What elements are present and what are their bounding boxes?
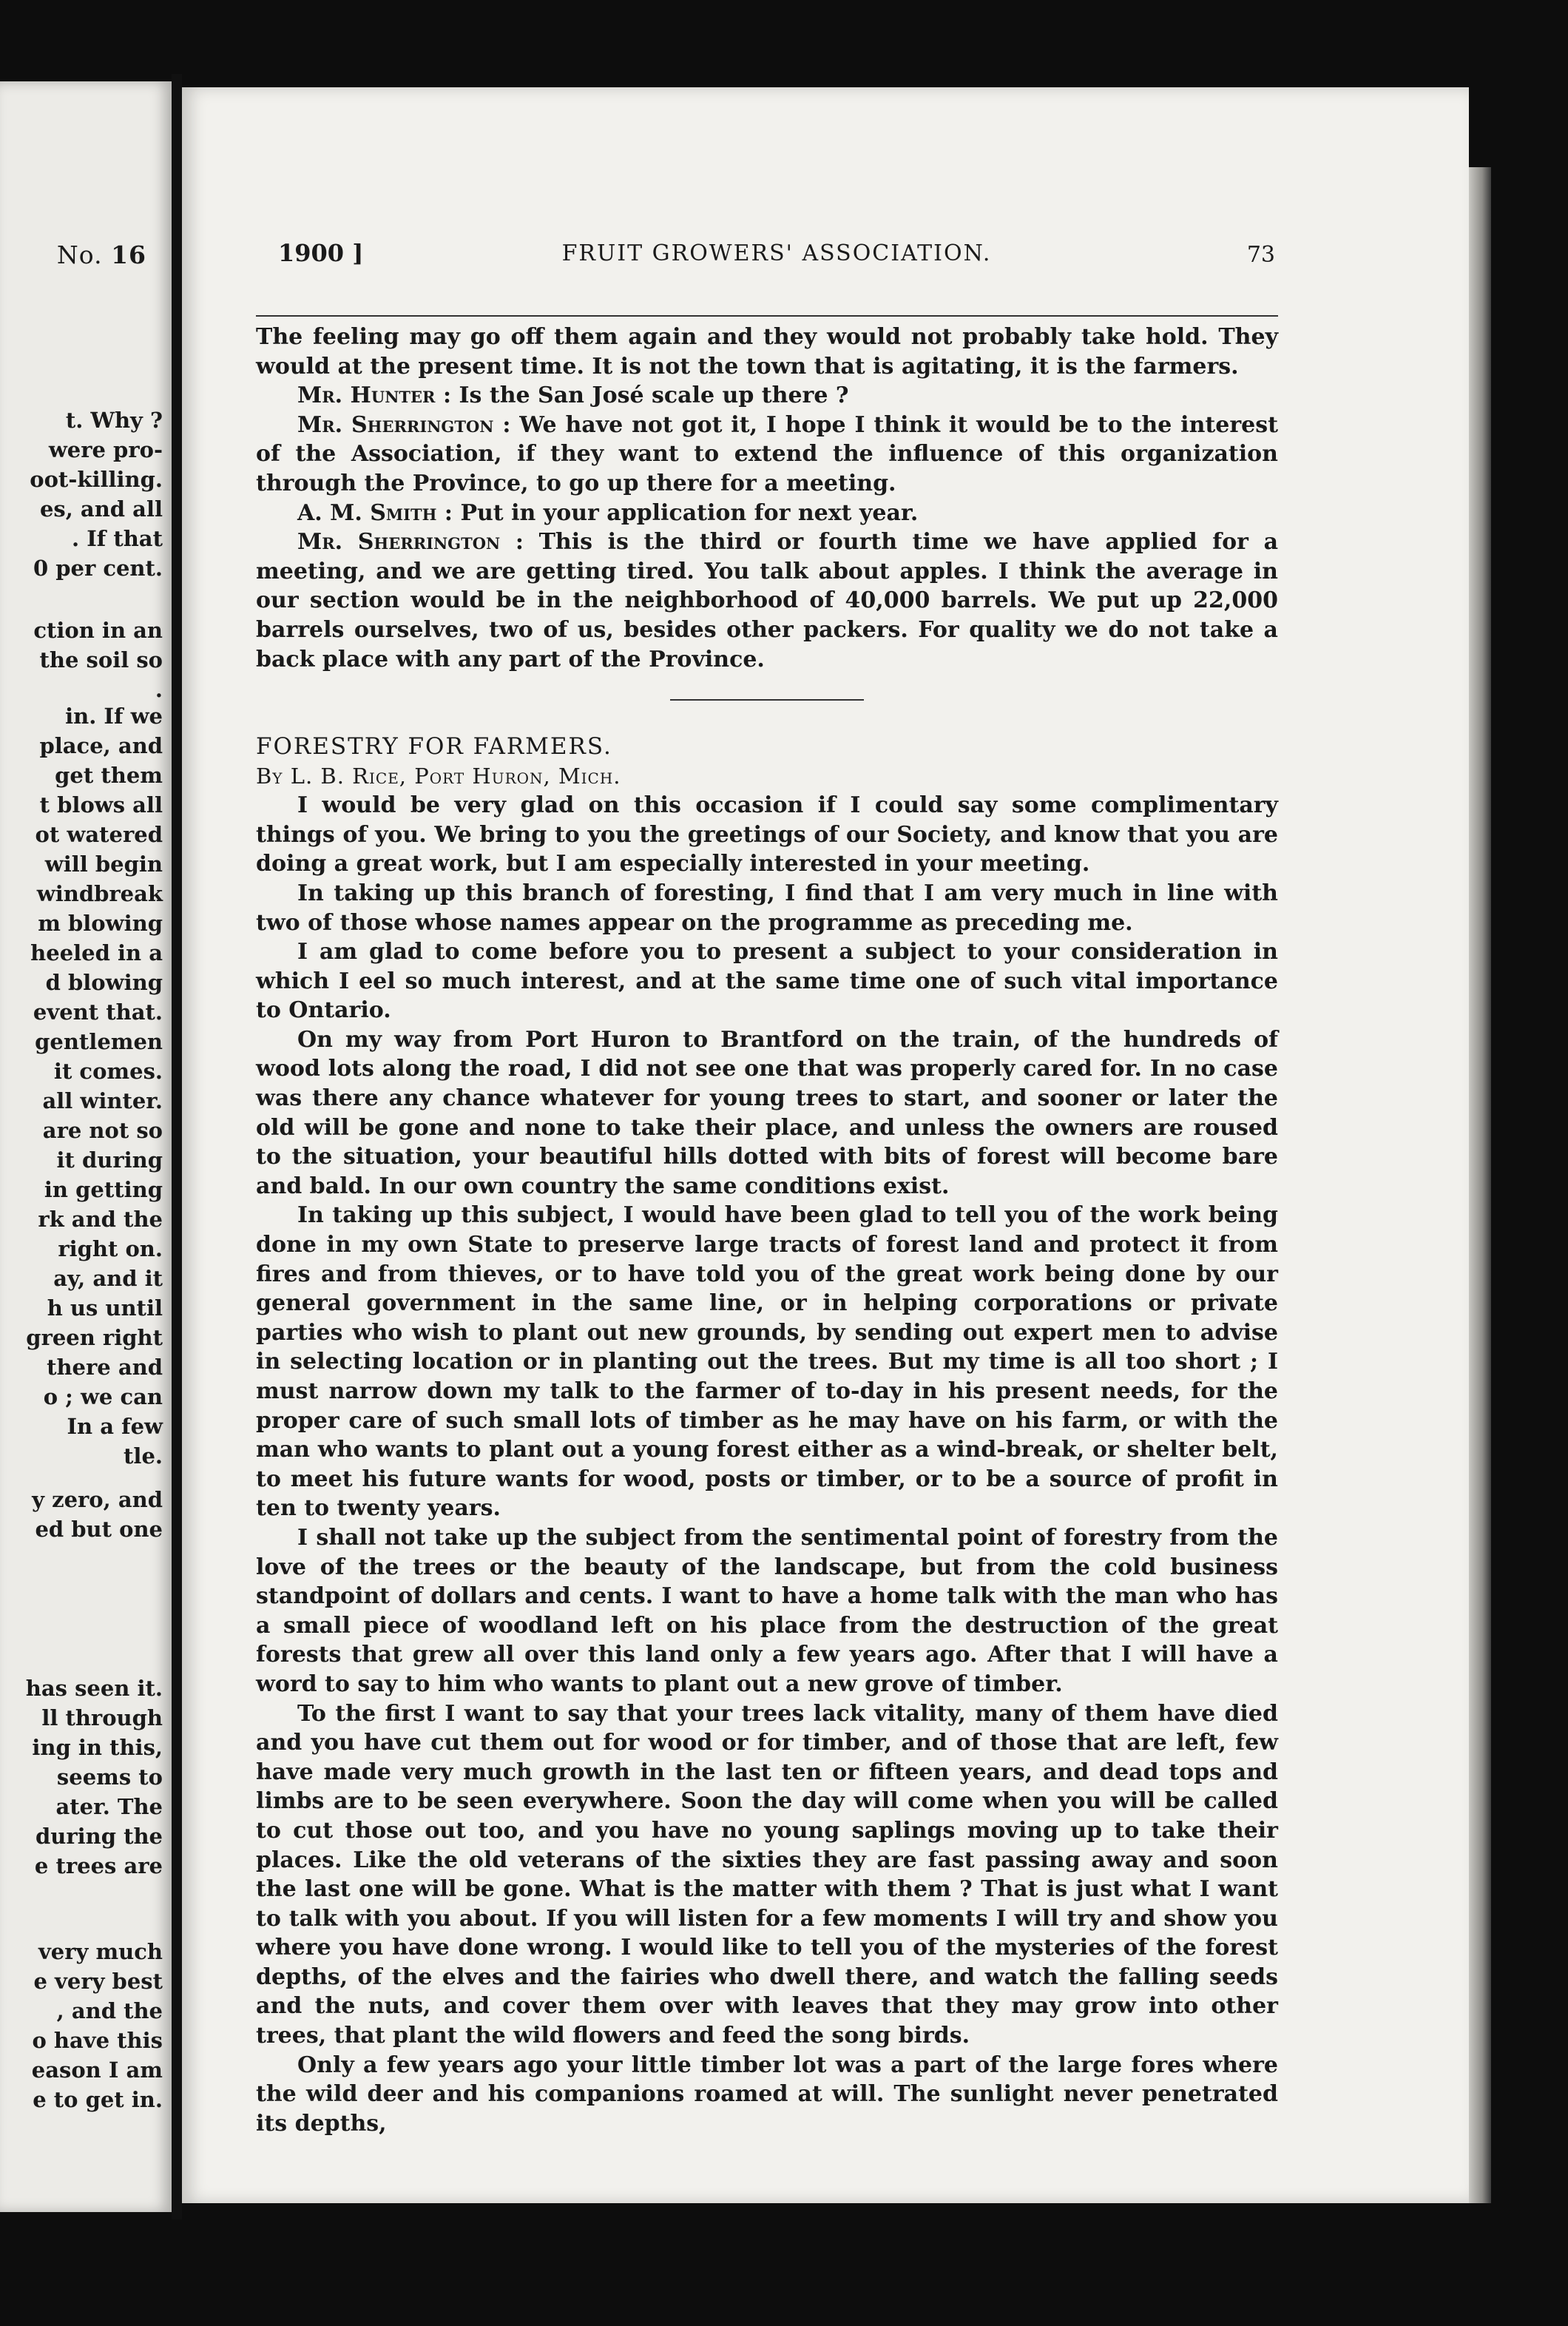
left-page-text-fragment: y zero, and	[32, 1487, 163, 1512]
speaker-name: Mr. Sherrington	[297, 411, 494, 438]
left-page-text-fragment: .	[155, 677, 163, 702]
dialogue-hunter	[256, 381, 1278, 411]
left-page-text-fragment: very much	[38, 1939, 163, 1964]
left-page-header	[57, 240, 146, 269]
left-page-text-fragment: ot watered	[35, 822, 163, 847]
left-page-text-fragment: es, and all	[39, 496, 163, 522]
speaker-separator: :	[436, 499, 461, 526]
left-page-text-fragment: ater. The	[55, 1794, 163, 1819]
dialogue-text: We have not got it, I hope I think it would be to the interest of the Association, if they want to extend the influence of this organization through the Province, to go up there for a meeting.	[256, 411, 1278, 496]
left-fragments-6	[35, 1851, 163, 1881]
left-page-text-fragment: 0 per cent.	[33, 556, 163, 581]
left-page-text-fragment: o ; we can	[43, 1384, 163, 1409]
article-paragraph-8: Only a few years ago your little timber lot was a part of the large fores where the wild deer and his companions roamed at will. The sunlight never penetrated its depths,	[256, 2052, 1278, 2137]
article-title: FORESTRY FOR FARMERS.	[256, 733, 612, 761]
left-page-text-fragment: t blows all	[39, 792, 163, 818]
left-page-text-fragment: ll through	[41, 1705, 163, 1730]
running-head	[278, 239, 1275, 280]
left-page-text-fragment: in getting	[44, 1177, 163, 1202]
left-page-text-fragment: ing in this,	[32, 1735, 163, 1760]
left-page-text-fragment: rk and the	[38, 1207, 163, 1232]
left-page-text-fragment: gentlemen	[35, 1029, 163, 1054]
dialogue-sherrington-1	[256, 411, 1278, 499]
dialogue-text: Is the San José scale up there ?	[459, 382, 849, 409]
left-page-text-fragment: t. Why ?	[65, 408, 163, 433]
left-page-text-fragment: event that.	[33, 999, 163, 1025]
left-page-text-fragment: get them	[55, 763, 163, 788]
dialogue-text: Put in your application for next year.	[460, 499, 919, 526]
year-bracket: ]	[352, 239, 364, 267]
left-page-text-fragment: ction in an	[33, 618, 163, 643]
left-page-text-fragment: heeled in a	[30, 940, 163, 965]
left-header-number: 16	[111, 240, 146, 269]
left-page-text-fragment: all winter.	[42, 1088, 163, 1113]
left-page-text-fragment: ay, and it	[53, 1266, 163, 1291]
page-stack-edge	[1469, 167, 1491, 2203]
running-title: FRUIT GROWERS' ASSOCIATION.	[561, 240, 992, 266]
article-byline: By L. B. Rice, Port Huron, Mich.	[256, 763, 621, 789]
header-rule	[256, 315, 1278, 317]
article-paragraph-7: To the first I want to say that your trees lack vitality, many of them have died and you have cut them out for wood or for timber, and of those that are left, few have made very much growth in the last ten or fifteen years, and dead tops and limbs are to be seen everywhere. Soon the day will come when you will be called to cut those out too, and you have no young saplings moving up to take their places. Like the old veterans of the sixties they are fast passing away and soon the last one will be gone. What is the matter with them ? That is just what I want to talk with you about. If you will listen for a few moments I will try and show you where you have done wrong. I would like to tell you of the mysteries of the forest depths, of the elves and the fairies who dwell there, and watch the falling seeds and the nuts, and cover them over with leaves that they may grow into other trees, that plant the wild flowers and feed the song birds.	[256, 1700, 1278, 2049]
dialogue-sherrington-2	[256, 527, 1278, 674]
left-fragments-7	[32, 1937, 163, 2114]
left-page-text-fragment: there and	[47, 1355, 163, 1380]
left-page-text-fragment: o have this	[32, 2028, 163, 2053]
left-page-text-fragment: are not so	[42, 1118, 163, 1143]
page-number: 73	[1246, 242, 1275, 268]
left-page-text-fragment: e to get in.	[33, 2087, 163, 2112]
left-page-text-fragment: will begin	[44, 852, 163, 877]
section-divider	[670, 699, 864, 701]
left-page-text-fragment: , and the	[56, 1998, 163, 2023]
main-page	[182, 87, 1469, 2203]
book-gutter	[172, 74, 182, 2219]
left-page-text-fragment: e very best	[33, 1969, 163, 1994]
left-page-text-fragment: ed but one	[35, 1517, 163, 1542]
article-paragraph-1: I would be very glad on this occasion if I could say some complimentary things of you. We bring to you the greetings of our Society, and know that you are doing a great work, but I am especially interested in your meeting.	[256, 792, 1278, 877]
left-page-text-fragment: oot-killing.	[30, 467, 163, 492]
year-number: 1900	[278, 239, 345, 267]
article-paragraph-4: On my way from Port Huron to Brantford on the train, of the hundreds of wood lots along the road, I did not see one that was properly cared for. In no case was there any chance whatever for young trees to start, and sooner or later the old will be gone and none to take their place, and unless the owners are roused to the situation, your beautiful hills dotted with bits of forest will become bare and bald. In our own country the same conditions exist.	[256, 1026, 1278, 1199]
article-paragraph-2: In taking up this branch of foresting, I find that I am very much in line with two of those whose names appear on the programme as preceding me.	[256, 880, 1278, 936]
left-page-text-fragment: right on.	[58, 1236, 163, 1261]
left-page-text-fragment: d blowing	[45, 970, 163, 995]
left-page-text-fragment: eason I am	[31, 2057, 163, 2083]
left-page-text-fragment: green right	[26, 1325, 163, 1350]
paragraph-continued: The feeling may go off them again and they would not probably take hold. They would at the present time. It is not the town that is agitating, it is the farmers.	[256, 324, 1278, 380]
left-page-text-fragment: has seen it.	[25, 1676, 163, 1701]
dialogue-smith	[256, 499, 1278, 528]
left-page-text-fragment: during the	[35, 1824, 163, 1849]
speaker-separator: :	[493, 411, 520, 438]
speaker-separator: :	[435, 382, 459, 409]
left-page-text-fragment: the soil so	[39, 647, 163, 672]
left-page-text-fragment: place, and	[39, 733, 163, 758]
article-paragraph-5: In taking up this subject, I would have been glad to tell you of the work being done in my own State to preserve large tracts of forest land and protect it from fires and from thieves, or to have told you of the great work being done by our general government in the same line, or in helping corporations or private parties who wish to plant out new grounds, by sending out expert men to advise in selecting location or in planting out the trees. But my time is all too short ; I must narrow down my talk to the farmer of to-day in his present needs, for the proper care of such small lots of timber as he may have on his farm, or with the man who wants to plant out a young forest either as a wind-break, or shelter belt, to meet his future wants for wood, posts or timber, or to be a source of profit in ten to twenty years.	[256, 1202, 1278, 1522]
left-page-text-fragment: h us until	[47, 1295, 163, 1321]
article-paragraph-6: I shall not take up the subject from the sentimental point of forestry from the love of the trees or the beauty of the landscape, but from the cold business standpoint of dollars and cents. I want to have a home talk with the man who has a small piece of woodland left on his place from the destruction of the great forests that grew all over this land only a few years ago. After that I will have a word to say to him who wants to plant out a new grove of timber.	[256, 1524, 1278, 1697]
left-page-text-fragment: . If that	[72, 526, 163, 551]
left-fragments-1	[30, 405, 163, 583]
left-page-text-fragment: were pro-	[48, 437, 163, 462]
left-page-text-fragment: it comes.	[53, 1059, 163, 1084]
left-page-text-fragment: In a few	[67, 1414, 163, 1439]
text-column	[256, 323, 1278, 2138]
left-facing-page	[0, 81, 172, 2212]
left-fragments-2	[33, 616, 163, 704]
left-fragments-5	[26, 1673, 163, 1851]
left-header-prefix: No.	[56, 240, 103, 269]
left-page-text-fragment: it during	[56, 1147, 163, 1173]
left-fragments-4	[32, 1485, 163, 1544]
left-fragments-3	[26, 701, 163, 1471]
left-page-text-fragment: e trees are	[34, 1853, 163, 1878]
speaker-separator: :	[500, 529, 539, 556]
article-paragraph-3: I am glad to come before you to present a subject to your consideration in which I eel so much interest, and at the same time one of such vital importance to Ontario.	[256, 939, 1278, 1024]
left-page-text-fragment: seems to	[56, 1764, 163, 1790]
left-page-text-fragment: windbreak	[36, 881, 163, 906]
speaker-name: A. M. Smith	[297, 499, 437, 526]
speaker-name: Mr. Hunter	[297, 382, 436, 409]
dialogue-text: This is the third or fourth time we have applied for a meeting, and we are getting tired. You talk about apples. I think the average in our section would be in the neighborhood of 40,000 barrels. We put up 22,000 barrels ourselves, two of us, besides other packers. For quality we do not take a back place with any part of the Province.	[256, 529, 1279, 672]
left-page-text-fragment: in. If we	[65, 704, 163, 729]
left-page-text-fragment: m blowing	[38, 911, 163, 936]
left-page-text-fragment: tle.	[124, 1443, 163, 1469]
speaker-name: Mr. Sherrington	[297, 529, 501, 556]
